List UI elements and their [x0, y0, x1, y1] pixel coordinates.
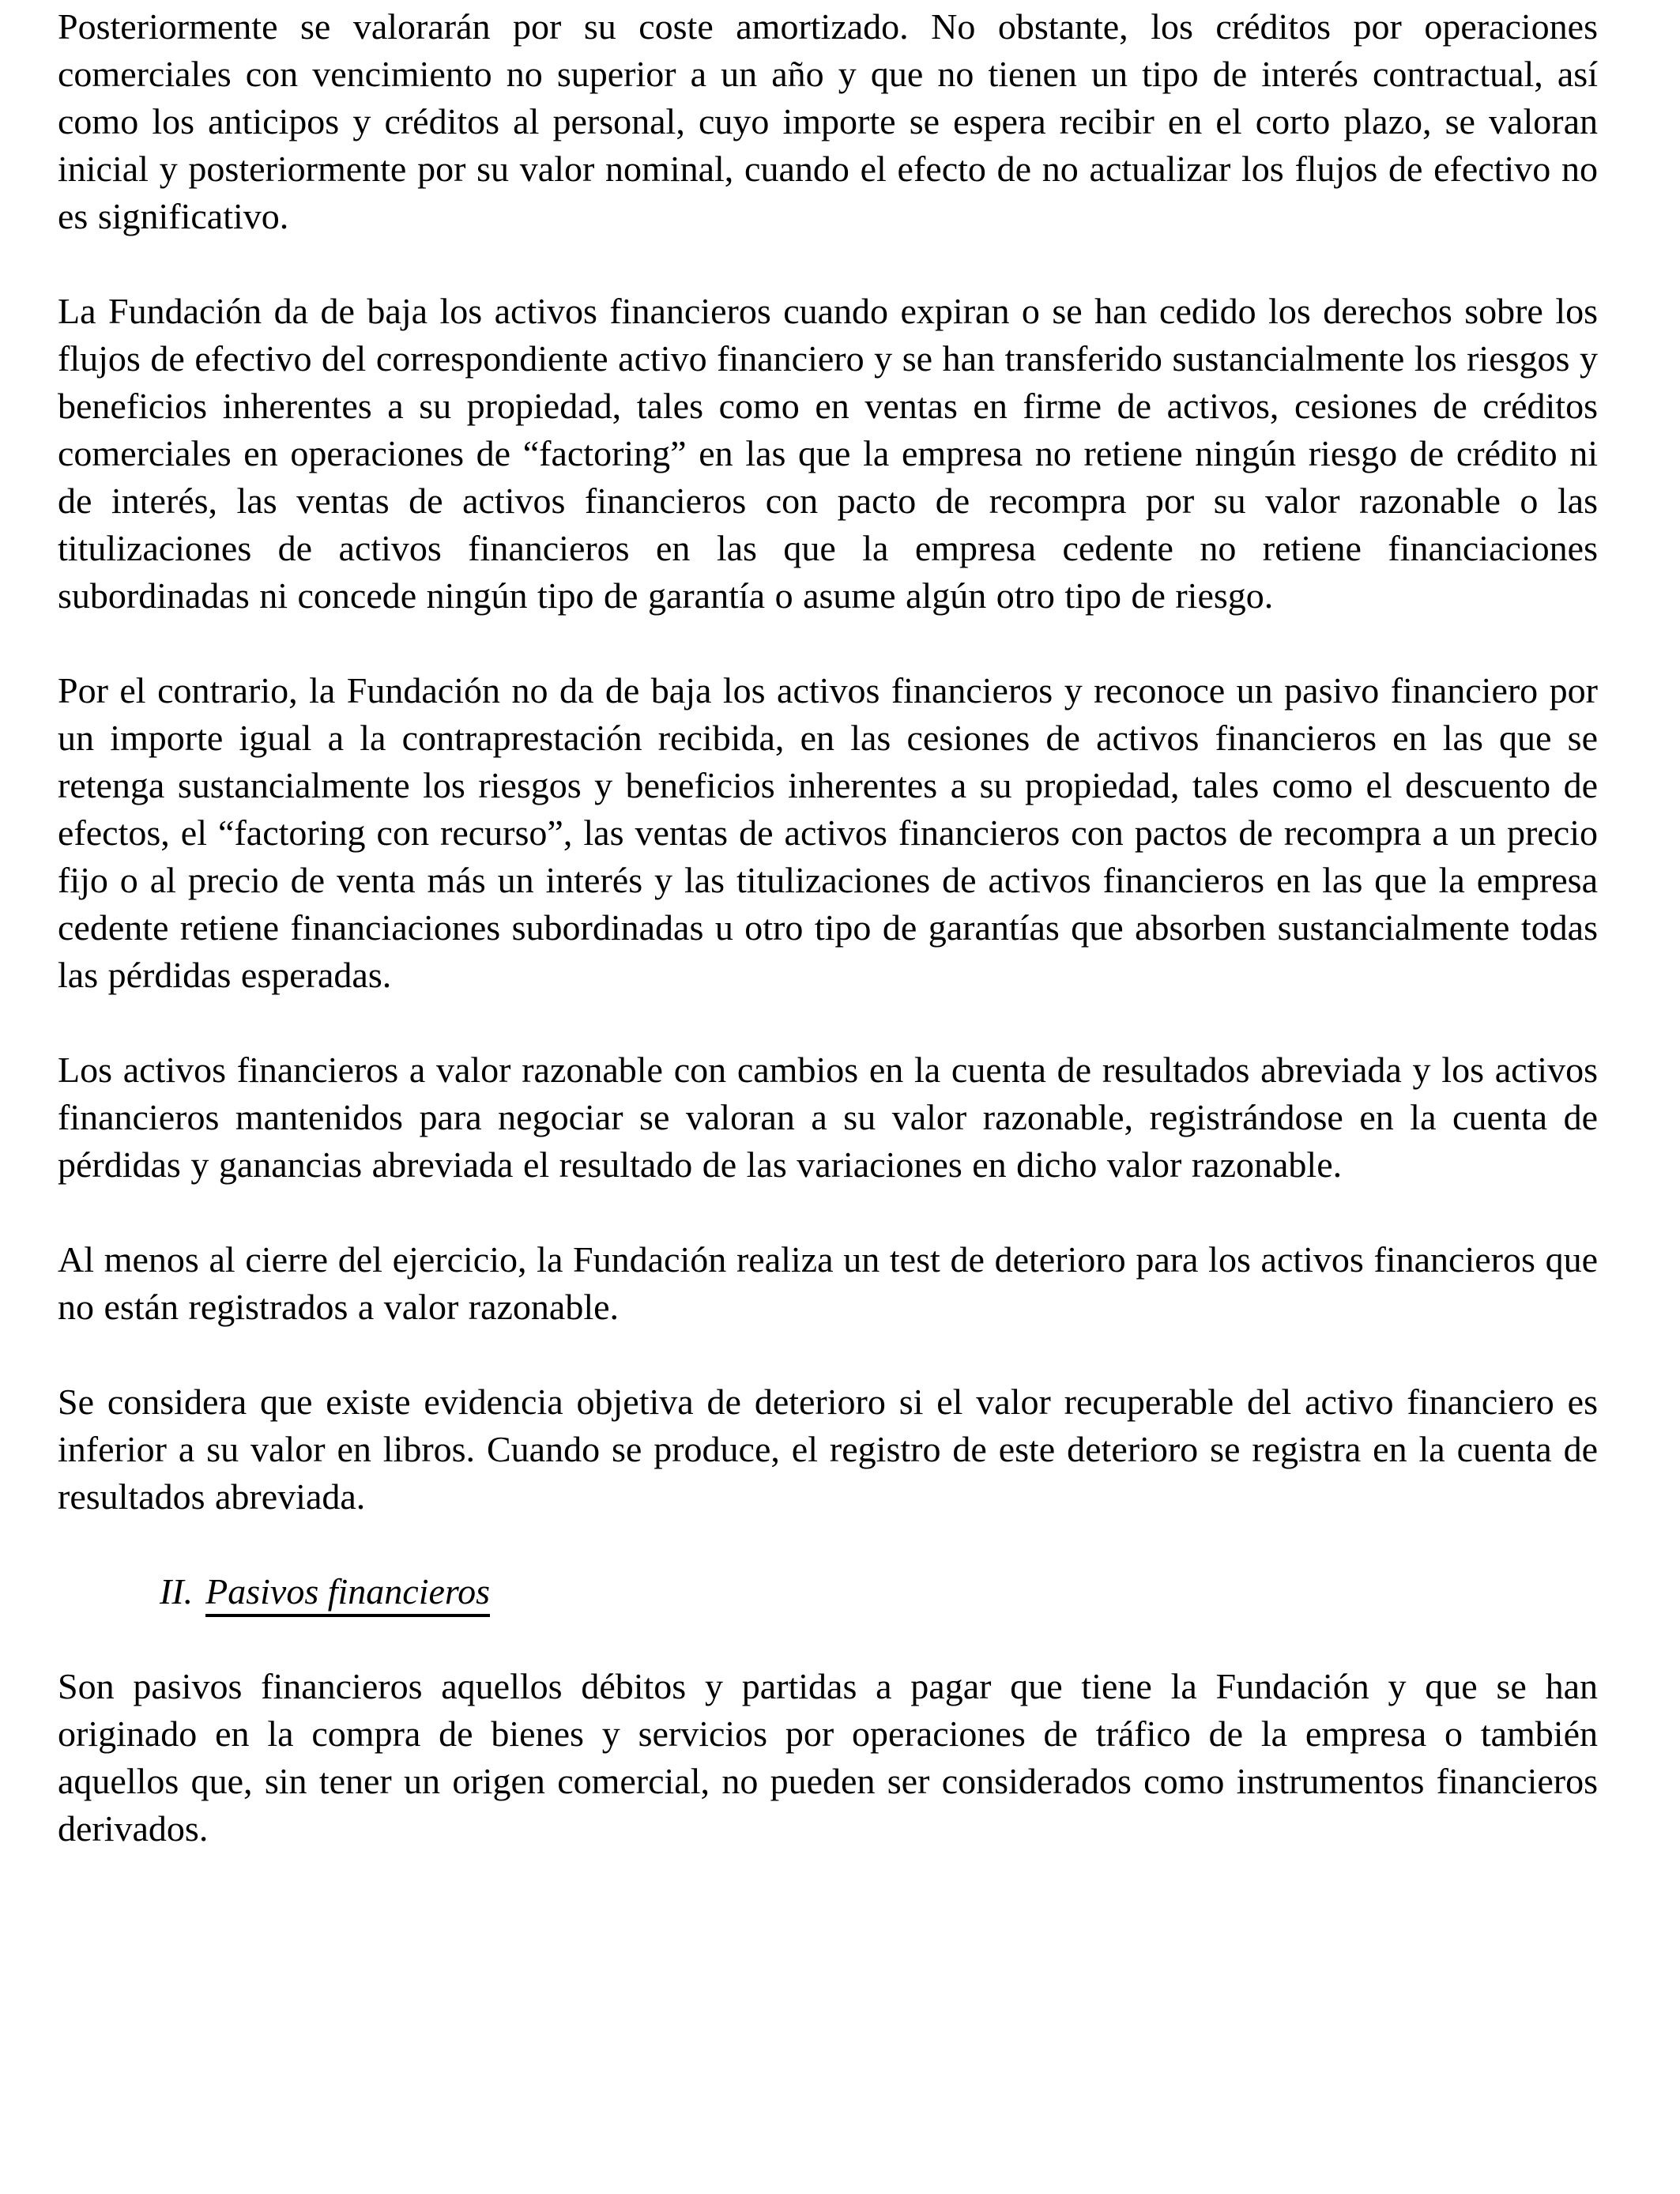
paragraph-no-baja-activos-financieros: Por el contrario, la Fundación no da de baja los activos financieros y reconoce un pasivo financiero por un importe igual a la contraprestación recibida, en las cesiones de activos financieros en las que se retenga sustancialmente los riesgos y beneficios inherentes a su propiedad, tales como el descuento de efectos, el “factoring con recurso”, las ventas de activos financieros con pactos de recompra a un precio fijo o al precio de venta más un interés y las titulizaciones de activos financieros en las que la empresa cedente retiene financiaciones subordinadas u otro tipo de garantías que absorben sustancialmente todas las pérdidas esperadas. [58, 670, 1598, 995]
paragraph-baja-activos-financieros: La Fundación da de baja los activos financieros cuando expiran o se han cedido los derechos sobre los flujos de efectivo del correspondiente activo financiero y se han transferido sustancialmente los riesgos y beneficios inherentes a su propiedad, tales como en ventas en firme de activos, cesiones de créditos comerciales en operaciones de “factoring” en las que la empresa no retiene ningún riesgo de crédito ni de interés, las ventas de activos financieros con pacto de recompra por su valor razonable o las titulizaciones de activos financieros en las que la empresa cedente no retiene financiaciones subordinadas ni concede ningún tipo de garantía o asume algún otro tipo de riesgo. [58, 291, 1598, 616]
paragraph-valor-razonable: Los activos financieros a valor razonable con cambios en la cuenta de resultados abreviada y los activos financieros mantenidos para negociar se valoran a su valor razonable, registrándose en la cuenta de pérdidas y ganancias abreviada el resultado de las variaciones en dicho valor razonable. [58, 1050, 1598, 1185]
section-heading-number: II. [160, 1571, 194, 1612]
paragraph-test-deterioro: Al menos al cierre del ejercicio, la Fundación realiza un test de deterioro para los activos financieros que no están registrados a valor razonable. [58, 1239, 1598, 1327]
paragraph-valoracion-coste-amortizado: Posteriormente se valorarán por su coste amortizado. No obstante, los créditos por operaciones comerciales con vencimiento no superior a un año y que no tienen un tipo de interés contractual, así como los anticipos y créditos al personal, cuyo importe se espera recibir en el corto plazo, se valoran inicial y posteriormente por su valor nominal, cuando el efecto de no actualizar los flujos de efectivo no es significativo. [58, 6, 1598, 236]
paragraph-evidencia-deterioro: Se considera que existe evidencia objetiva de deterioro si el valor recuperable del activo financiero es inferior a su valor en libros. Cuando se produce, el registro de este deterioro se registra en la cuenta de resultados abreviada. [58, 1382, 1598, 1517]
paragraph-pasivos-financieros-definicion: Son pasivos financieros aquellos débitos y partidas a pagar que tiene la Fundación y que se han originado en la compra de bienes y servicios por operaciones de tráfico de la empresa o también aquellos que, sin tener un origen comercial, no pueden ser considerados como instrumentos financieros derivados. [58, 1666, 1598, 1849]
section-heading-title: Pasivos financieros [205, 1571, 490, 1617]
section-heading [160, 1568, 1598, 1615]
